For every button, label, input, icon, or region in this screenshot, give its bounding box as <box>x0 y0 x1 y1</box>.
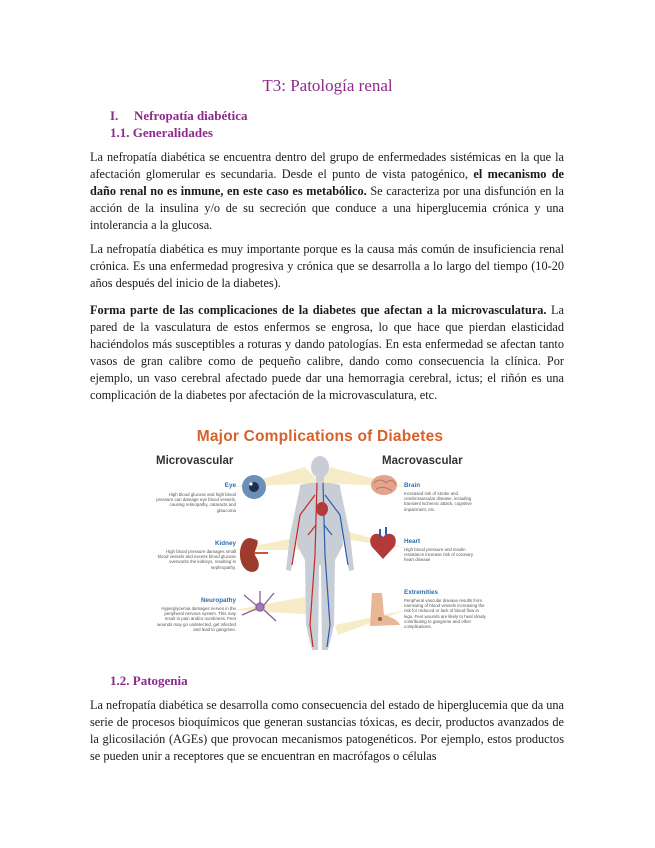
paragraph-1-text-c: Se caracteriza por una disfunción en la acción de la insulina y/o de su secreción que conduce a una hiperglucemia crónica y una intolerancia a la glucosa. <box>90 184 564 232</box>
paragraph-4: La nefropatía diabética se desarrolla como consecuencia del estado de hiperglucemia que da una serie de procesos bioquímicos que generan sustancias tóxicas, es decir, productos avanzados de la glicosilación (AGEs) que provocan mecanismos patogenéticos. Por ejemplo, estos productos se pueden unir a receptores que se encuentran en macrófagos o células <box>90 698 565 763</box>
heart-icon <box>370 527 396 559</box>
extremities-label: Extremities <box>404 589 438 596</box>
paragraph-3-text: La pared de la vasculatura de estos enfermos se engrosa, lo que hace que pierdan elasticidad haciéndolos más susceptibles a roturas y dando patologías. En esta enfermedad se afectan tanto vasos de gran calibre como de pequeño calibre, dando como consecuencia la clínica. Por ejemplo, un vaso cerebral afectado puede dar una hemorragia cerebral, ictus; el riñón es una complicación de la diabetes por afectación de la microvasculatura, etc. <box>90 303 564 402</box>
figure-title: Major Complications of Diabetes <box>196 428 444 445</box>
heart-label: Heart <box>404 538 421 545</box>
paragraph-1-bold: el mecanismo de daño renal no es inmune, en este caso es metabólico. <box>90 167 564 198</box>
section-label: Nefropatía diabética <box>134 108 248 123</box>
neuropathy-description: Hyperglycemia damages nerves in the peripheral nervous system. This may result in pain and/or numbness. Feet wounds may go undetected, get infected and lead to gangrene. <box>157 606 236 632</box>
eye-icon <box>242 475 266 499</box>
paragraph-1-text-a: La nefropatía diabética se encuentra dentro del grupo de enfermedades sistémicas en la que la afectación glomerular es secundaria. Desde el punto de vista patogénico, <box>90 150 564 181</box>
page-title: T3: Patología renal <box>262 76 393 95</box>
paragraph-3-bold: Forma parte de las complicaciones de la diabetes que afectan a la microvasculatura. <box>90 303 547 317</box>
kidney-label: Kidney <box>215 540 236 547</box>
kidney-description: High blood pressure damages small blood vessels and excess blood glucose overworks the kidneys, resulting in nephropathy. <box>157 549 236 570</box>
brain-description: Increased risk of stroke and cerebrovascular disease, including transient ischemic attack, cognitive impairment, etc. <box>404 491 472 512</box>
human-body-icon <box>286 456 354 650</box>
heart-description: High blood pressure and insulin resistance increase risk of coronary heart disease <box>404 547 474 563</box>
eye-description: High blood glucose and high blood pressure can damage eye blood vessels, causing retinopathy, cataracts and glaucoma <box>156 492 236 513</box>
section-number: I. <box>110 108 119 123</box>
eye-label: Eye <box>224 482 236 489</box>
microvascular-heading: Microvascular <box>156 455 234 467</box>
kidney-icon <box>240 538 268 572</box>
brain-icon <box>371 475 397 495</box>
extremities-description: Peripheral vascular disease results from narrowing of blood vessels increasing the risk for reduced or lack of blood flow in legs. Feet wounds are likely to heal slowly contributing to gangrene and other complications. <box>404 598 486 630</box>
heart-organ-icon <box>316 502 328 516</box>
neuropathy-label: Neuropathy <box>201 597 236 604</box>
subsection-heading-generalidades: 1.1. Generalidades <box>110 125 213 140</box>
paragraph-3 <box>90 302 564 404</box>
subsection-heading-patogenia: 1.2. Patogenia <box>110 673 188 688</box>
paragraph-2: La nefropatía diabética es muy importante porque es la causa más común de insuficiencia renal crónica. Es una enfermedad progresiva y crónica que se desarrolla a lo largo del tiempo (10-20 años después del inicio de la diabetes). <box>90 242 564 290</box>
diabetes-complications-figure <box>150 425 490 655</box>
section-heading-nefropatia <box>110 108 248 124</box>
paragraph-1 <box>90 149 564 234</box>
macrovascular-heading: Macrovascular <box>382 455 463 467</box>
foot-icon <box>370 593 400 626</box>
brain-label: Brain <box>404 482 421 489</box>
